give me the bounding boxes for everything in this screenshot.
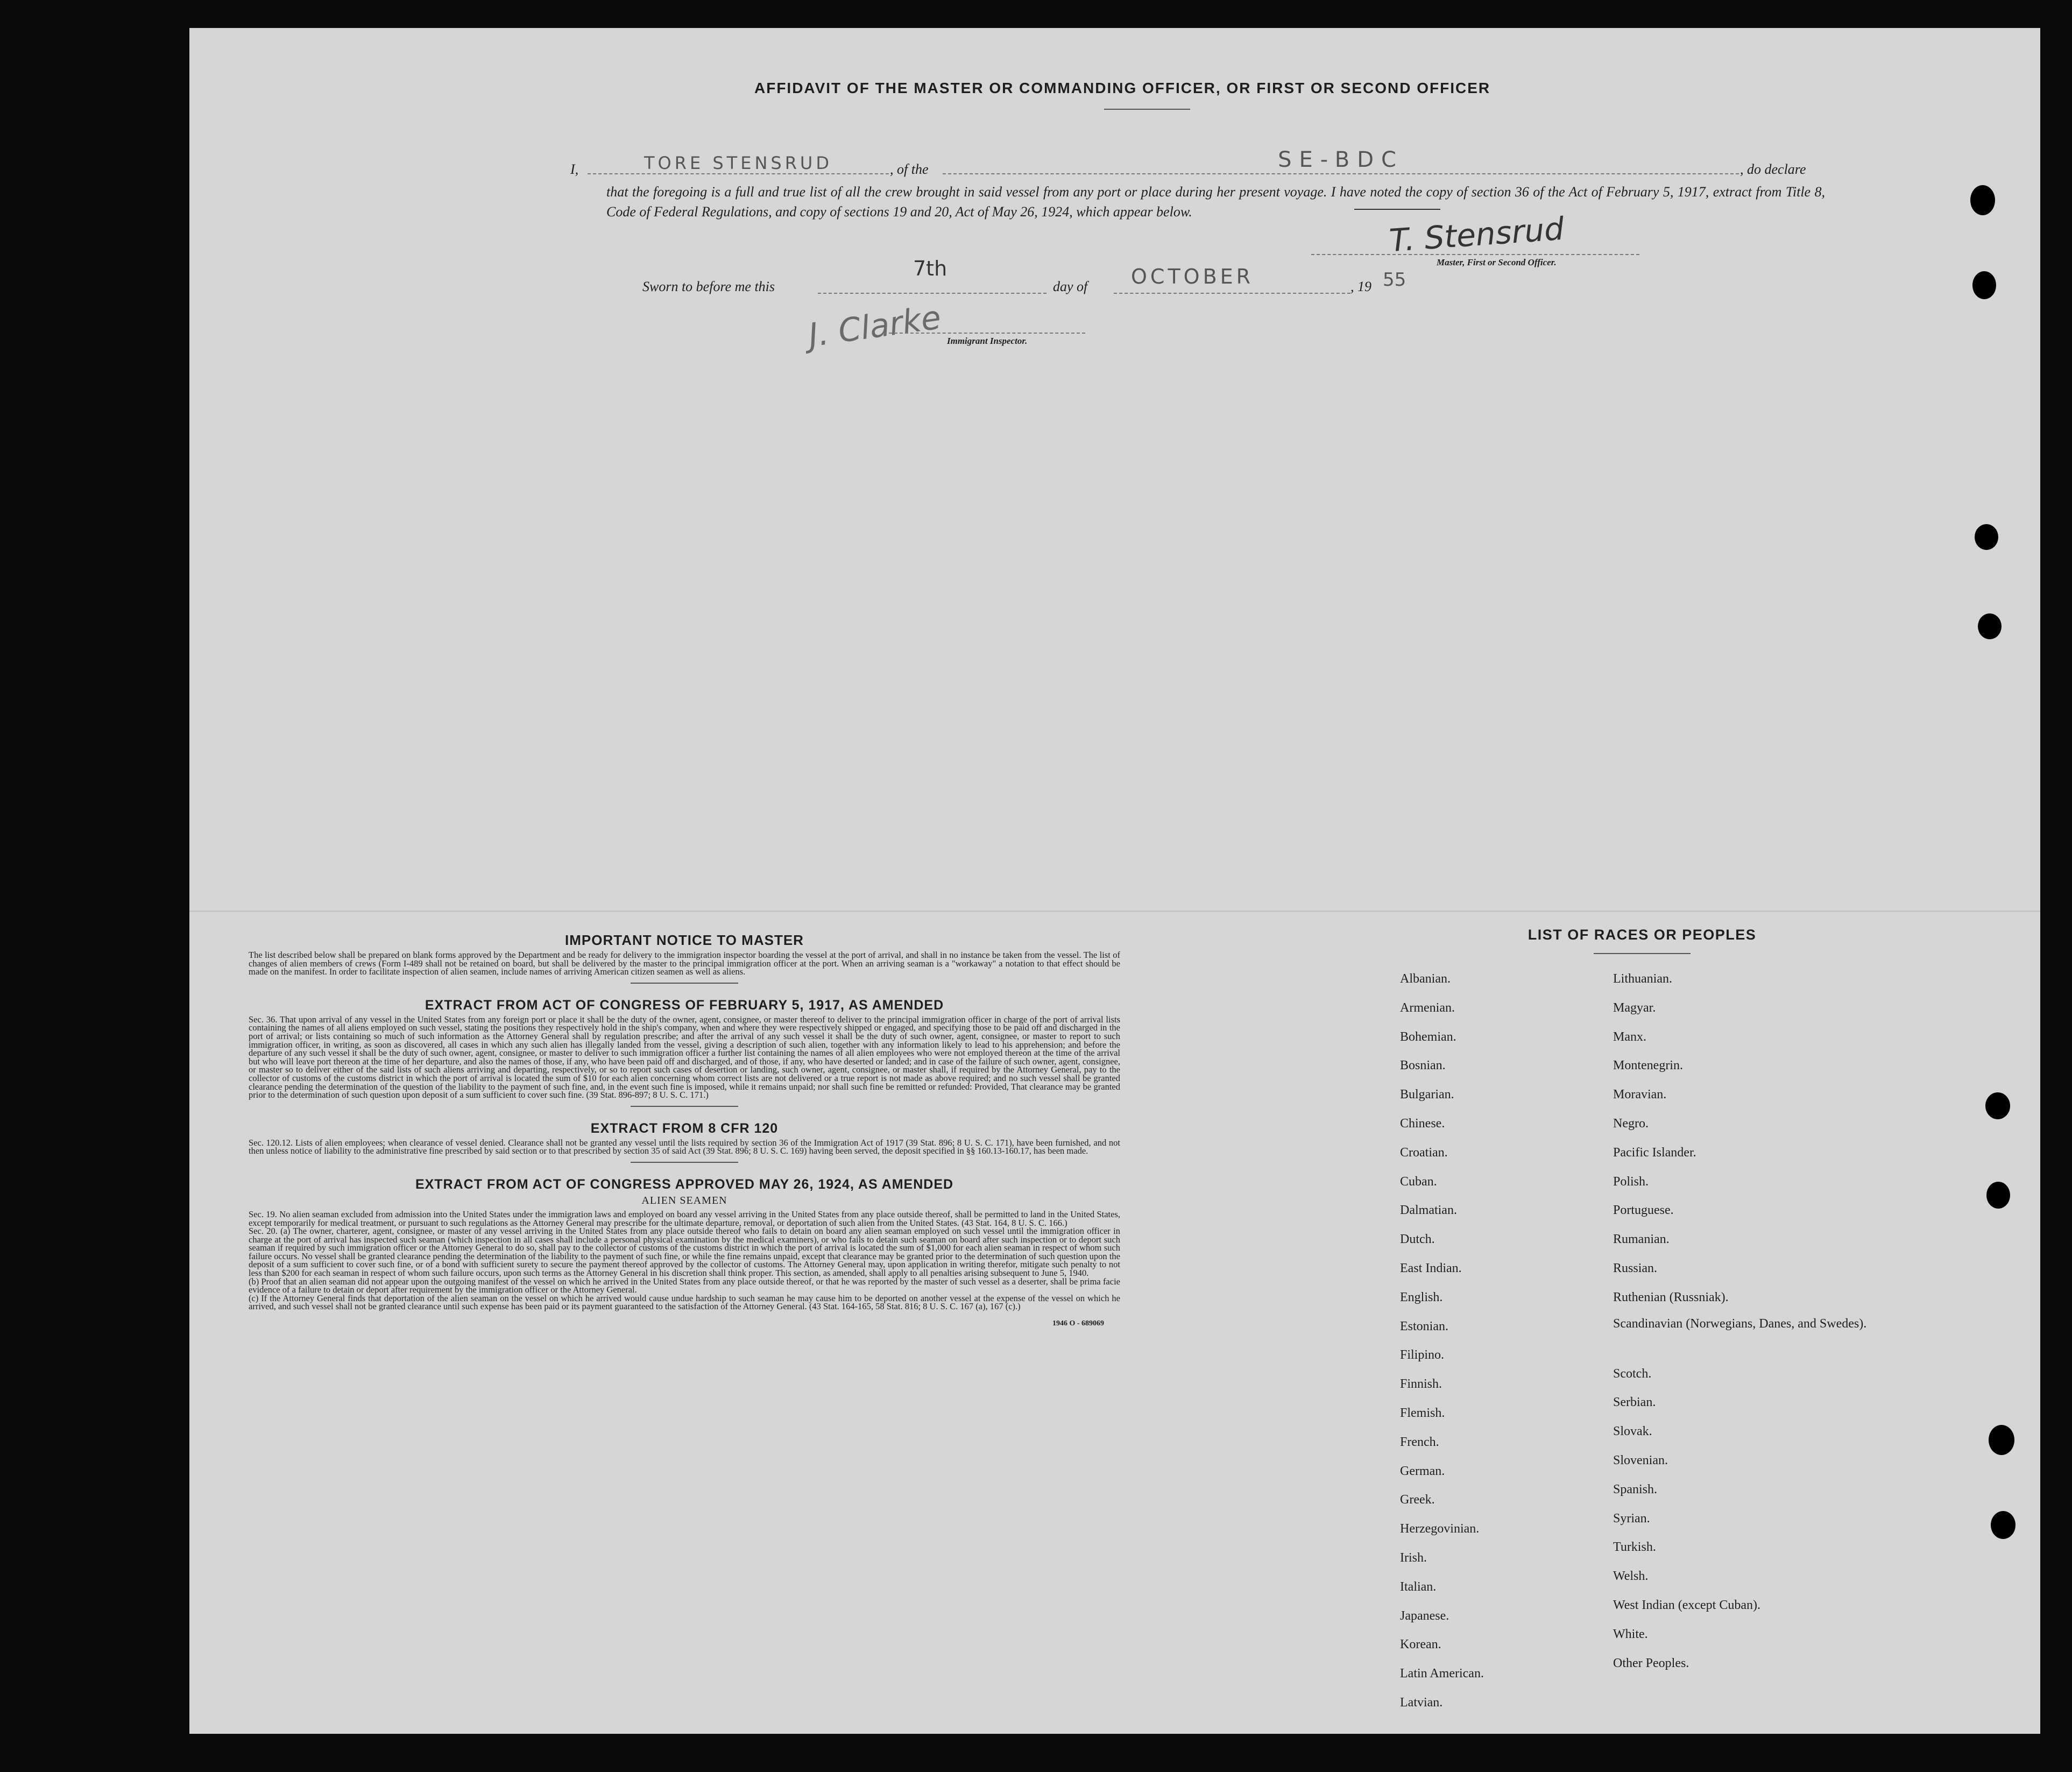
race-item: Chinese. (1400, 1116, 1445, 1131)
race-item: Bohemian. (1400, 1029, 1456, 1044)
divider (631, 983, 738, 984)
race-item: Polish. (1613, 1174, 1649, 1189)
race-item: Serbian. (1613, 1395, 1656, 1410)
race-item: Albanian. (1400, 972, 1451, 986)
punch-hole (1986, 1182, 2010, 1209)
punch-hole (1975, 524, 1998, 550)
race-item: Korean. (1400, 1637, 1441, 1652)
declaration-text: that the foregoing is a full and true list of all the crew brought in said vessel from any port or place during her present voyage. I have noted the copy of section 36 of the Act of February 5, 1917, extract from Title 8, Code of Federal Regulations, and copy of sections 19 and 20, Act of May 26, 1924, which appear below. (606, 184, 1825, 220)
race-item: Herzegovinian. (1400, 1522, 1480, 1536)
punch-hole (1989, 1425, 2014, 1455)
sworn-label: Sworn to before me this (642, 279, 775, 294)
affidavit-title: AFFIDAVIT OF THE MASTER OR COMMANDING OFFICER, OR FIRST OR SECOND OFFICER (754, 80, 1491, 96)
race-item: Rumanian. (1613, 1232, 1670, 1247)
race-item: Armenian. (1400, 1000, 1455, 1015)
section-20a-text: Sec. 20. (a) The owner, charterer, agent, consignee, or master of any vessel arriving in the United States from any place outside thereof who fails to detain on board any alien seaman employed on such vessel until the immigration officer in charge at the port of arrival has inspected such seaman (which inspection in all cases shall include a personal physical examination by the medical examiners), or who fails to detain such seaman on board after such inspection or to deport such seaman if required by such immigration officer or the Attorney General to do so, shall pay to the collector of customs of the customs district in which the port of arrival is located the sum of $1,000 for each alien seaman in respect of whom such failure occurs. No vessel shall be granted clearance pending the determination of the liability to the payment of such fine, or while the fine remains unpaid, except that clearance may be granted prior to the determination of such question upon the deposit of a sum sufficient to cover such fine, or of a bond with sufficient surety to secure the payment thereof approved by the collector of customs. The Attorney General may, upon application in writing therefor, mitigate such penalty to not less than $200 for each seaman in respect of whom such failure occurs, upon such terms as the Attorney General in his discretion shall think proper. This section, as amended, shall apply to all penalties arising subsequent to June 5, 1940. (249, 1226, 1120, 1279)
race-item: German. (1400, 1464, 1445, 1478)
race-item: Dalmatian. (1400, 1203, 1457, 1218)
vessel-field: SE-BDC (943, 147, 1739, 174)
divider (631, 1162, 738, 1163)
document-page (189, 28, 2040, 1734)
extract-1917-text: Sec. 36. That upon arrival of any vessel in the United States from any foreign port or place it shall be the duty of the owner, agent, consignee, or master thereof to deliver to the principal immigration officer in charge of the port of arrival lists containing the names of all aliens employed on such vessel, stating the positions they respectively hold in the ship's company, when and where they were respectively shipped or engaged, and specifying those to be paid off and discharged in the port of arrival; or lists containing so much of such information as the Attorney General shall by regulation prescribe; and after the arrival of any such vessel it shall be the duty of such owner, agent, consignee, or master to report to such immigration officer, in writing, as soon as discovered, all cases in which any such alien has illegally landed from the vessel, giving a description of such alien, together with any information likely to lead to his apprehension; and before the departure of any such vessel it shall be the duty of such owner, agent, consignee, or master to deliver to such immigration officer a further list containing the names of all alien employees who were not employed thereon at the time of the arrival but who will leave port thereon at the time of her departure, and also the names of those, if any, who have been paid off and discharged, and of those, if any, who have deserted or landed; and in case of the failure of such owner, agent, consignee, or master so to deliver either of the said lists of such aliens arriving and departing, respectively, or so to report such cases of desertion or landing, such owner, agent, consignee, or master shall, if required by the Attorney General, pay to the collector of customs of the customs district in which the port of arrival is located the sum of $10 for each alien concerning whom correct lists are not delivered or a true report is not made as above required; and no such vessel shall be granted clearance pending the determination of the question of the liability to the payment of such fine, and, in the event such fine is imposed, while it remains unpaid; nor shall such fine be remitted or refunded: Provided, That clearance may be granted prior to the determination of such question upon deposit of a sum sufficient to cover such fine. (39 Stat. 896-897; 8 U. S. C. 171.) (249, 1014, 1120, 1100)
race-item: Japanese. (1400, 1608, 1449, 1623)
section-20c-text: (c) If the Attorney General finds that deportation of the alien seaman on the vessel on which he arrived would cause undue hardship to such seaman he may cause him to be deported on another vessel at the expense of the vessel on which he arrived, and such vessel shall not be granted clearance until such expense has been paid or its payment guaranteed to the satisfaction of the Attorney General. (43 Stat. 164-165, 58 Stat. 816; 8 U. S. C. 167 (a), 167 (c).) (249, 1293, 1120, 1312)
race-item: Latvian. (1400, 1695, 1443, 1710)
signature-line (1311, 254, 1639, 255)
inspector-caption: Immigrant Inspector. (947, 336, 1028, 346)
punch-hole (1970, 185, 1995, 215)
year-prefix: , 19 (1350, 279, 1371, 294)
races-heading: LIST OF RACES OR PEOPLES (1528, 927, 1757, 943)
race-item: Irish. (1400, 1550, 1427, 1565)
race-item: Slovenian. (1613, 1453, 1668, 1467)
inspector-signature: J. Clarke (806, 299, 944, 355)
extract-cfr-text: Sec. 120.12. Lists of alien employees; when clearance of vessel denied. Clearance shall not be granted any vessel until the lists required by section 36 of the Immigration Act of 1917 (39 Stat. 896; 8 U. S. C. 171), have been furnished, and not then unless notice of liability to the administrative fine prescribed by said section or to that prescribed by section 35 of said Act (39 Stat. 896; 8 U. S. C. 169) having been served, the deposit specified in §§ 160.13-160.17, has been made. (249, 1137, 1120, 1156)
race-item: Bosnian. (1400, 1058, 1446, 1073)
race-item: Estonian. (1400, 1319, 1448, 1333)
extract-cfr-heading: EXTRACT FROM 8 CFR 120 (590, 1120, 779, 1136)
race-item: White. (1613, 1627, 1648, 1641)
race-item: Manx. (1613, 1029, 1646, 1044)
extract-1924-heading: EXTRACT FROM ACT OF CONGRESS APPROVED MAY 26, 1924, AS AMENDED (415, 1176, 954, 1192)
race-item: English. (1400, 1290, 1443, 1304)
races-column-1 (1400, 965, 1613, 1718)
notice-text: The list described below shall be prepared on blank forms approved by the Department and be ready for delivery to the immigration inspector boarding the vessel at the port of arrival, and shall in no instance be taken from the vessel. The list of changes of alien members of crews (Form I-489 shall not be retained on board, but shall be delivered by the master to the principal immigration officer at the port. When an arriving seaman is a "workaway" a notation to that effect should be made on the manifest. In order to facilitate inspection of alien seamen, include names of arriving American citizen seamen as well as aliens. (249, 950, 1120, 977)
inspector-line (883, 333, 1085, 334)
races-list (1400, 900, 1884, 1718)
race-item: Welsh. (1613, 1569, 1649, 1584)
race-item: Cuban. (1400, 1174, 1437, 1189)
month-field: OCTOBER (1131, 265, 1254, 288)
race-item: Italian. (1400, 1579, 1437, 1594)
race-item: Ruthenian (Russniak). (1613, 1290, 1729, 1304)
race-item: Greek. (1400, 1493, 1435, 1507)
do-declare-label: , do declare (1740, 161, 1806, 177)
races-divider (1594, 953, 1691, 954)
legal-notices (249, 932, 1120, 1328)
year-suffix: 55 (1383, 269, 1406, 291)
day-of-label: day of (1053, 279, 1088, 294)
race-item: East Indian. (1400, 1261, 1462, 1275)
print-code: 1946 O - 689069 (1052, 1319, 1104, 1328)
race-item: Portuguese. (1613, 1203, 1674, 1218)
race-item: Moravian. (1613, 1088, 1667, 1102)
day-number: 7th (913, 257, 947, 280)
race-item: West Indian (except Cuban). (1613, 1598, 1760, 1612)
race-item: Turkish. (1613, 1540, 1656, 1555)
race-item: Lithuanian. (1613, 972, 1672, 986)
race-item: Magyar. (1613, 1000, 1656, 1015)
race-item: Croatian. (1400, 1145, 1448, 1160)
officer-name-field: TORE STENSRUD (588, 153, 889, 174)
punch-hole (1991, 1511, 2016, 1539)
punch-hole (1978, 613, 2002, 639)
i-label: I, (570, 161, 579, 177)
day-line (818, 293, 1046, 294)
race-item: Syrian. (1613, 1511, 1650, 1526)
race-item: Flemish. (1400, 1406, 1445, 1420)
race-item: Dutch. (1400, 1232, 1435, 1247)
race-item: French. (1400, 1435, 1439, 1449)
signature-caption: Master, First or Second Officer. (1437, 257, 1557, 267)
master-signature: T. Stensrud (1388, 210, 1566, 259)
of-the-label: , of the (890, 161, 929, 177)
race-item: Other Peoples. (1613, 1656, 1689, 1670)
race-item: Filipino. (1400, 1348, 1445, 1362)
race-item: Negro. (1613, 1116, 1649, 1131)
race-item: Montenegrin. (1613, 1058, 1683, 1073)
race-item: Russian. (1613, 1261, 1658, 1275)
alien-seamen-subheading: ALIEN SEAMEN (641, 1194, 727, 1206)
divider (631, 1106, 738, 1107)
race-item: Spanish. (1613, 1482, 1658, 1496)
race-item: Finnish. (1400, 1377, 1442, 1392)
extract-1917-heading: EXTRACT FROM ACT OF CONGRESS OF FEBRUARY 5, 1917, AS AMENDED (425, 997, 944, 1013)
punch-hole (1972, 271, 1996, 299)
section-20b-text: (b) Proof that an alien seaman did not appear upon the outgoing manifest of the vessel on which he arrived in the United States from any place outside thereof, or that he was reported by the master of such vessel as a deserter, shall be prima facie evidence of a failure to detain or deport after requirement by the immigration officer or the Attorney General. (249, 1276, 1120, 1295)
signature-stroke (1354, 209, 1440, 210)
race-item: Bulgarian. (1400, 1088, 1454, 1102)
race-item: Scotch. (1613, 1366, 1652, 1381)
title-divider (1104, 109, 1190, 110)
race-item: Slovak. (1613, 1424, 1652, 1439)
race-item: Pacific Islander. (1613, 1145, 1696, 1160)
race-item: Latin American. (1400, 1667, 1484, 1681)
races-column-2 (1613, 965, 1866, 1718)
month-line (1114, 293, 1350, 294)
race-item: Scandinavian (Norwegians, Danes, and Swedes). (1613, 1316, 1867, 1331)
section-19-text: Sec. 19. No alien seaman excluded from admission into the United States under the immigration laws and employed on board any vessel arriving in the United States from any place outside thereof, shall be permitted to land in the United States, except temporarily for medical treatment, or pursuant to such regulations as the Attorney General may prescribe for the ultimate departure, removal, or deportation of such alien from the United States. (43 Stat. 164, 8 U. S. C. 166.) (249, 1209, 1120, 1228)
notice-heading: IMPORTANT NOTICE TO MASTER (565, 932, 804, 948)
punch-hole (1985, 1092, 2010, 1119)
